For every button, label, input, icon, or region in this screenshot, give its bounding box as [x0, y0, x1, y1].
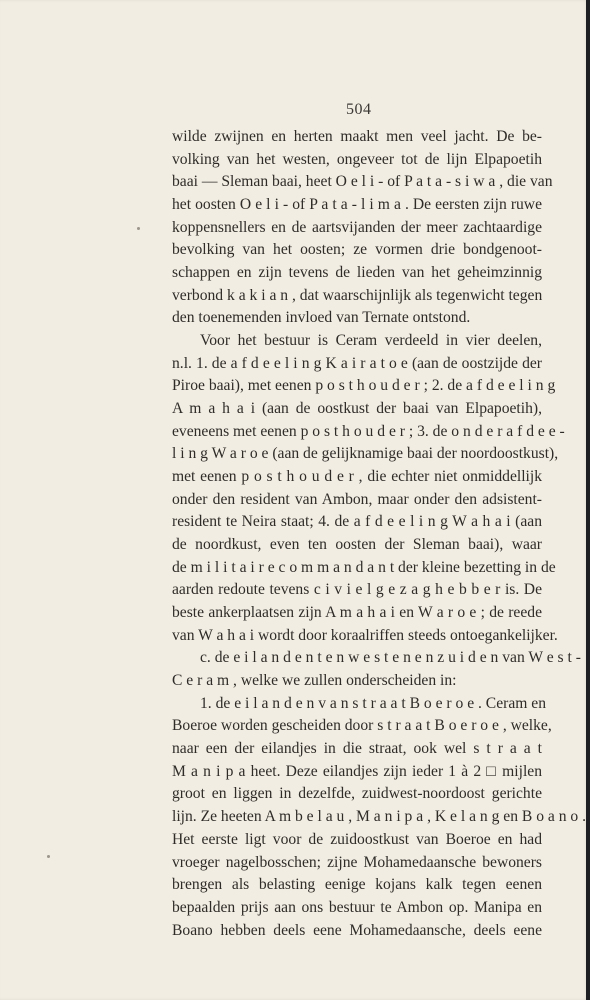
text-line: de m i l i t a i r e c o m m a n d a n t der kleine bezetting in de [172, 558, 556, 576]
text-line: beste ankerplaatsen zijn A m a h a i en W a r o e ; de reede [172, 604, 542, 622]
text-line: koppensnellers en de aartsvijanden der meer zachtaardige [172, 218, 542, 236]
text-line: wilde zwijnen en herten maakt men veel jacht. De be- [172, 128, 542, 145]
text-line: met eenen p o s t h o u d e r , die echter niet onmiddellijk [172, 468, 542, 486]
text-line: aarden redoute tevens c i v i e l g e z a g h e b b e r is. De [172, 581, 542, 599]
text-line: Het eerste ligt voor de zuidoostkust van Boeroe en had [172, 830, 542, 848]
text-line: Boano hebben deels eene Mohamedaansche, deels eene [172, 921, 542, 939]
page-number: 504 [346, 101, 372, 118]
text-line: baai — Sleman baai, heet O e l i - of P a t a - s i w a , die van [172, 173, 553, 191]
text-line: n.l. 1. de a f d e e l i n g K a i r a t o e (aan de oostzijde der [172, 354, 542, 372]
text-line: het oosten O e l i - of P a t a - l i m a . De eersten zijn ruwe [172, 196, 542, 214]
text-line: schappen en zijn tevens de lieden van het geheimzinnig [172, 264, 542, 282]
text-line: lijn. Ze heeten A m b e l a u , M a n i p a , K e l a n g en B o a n o . [172, 808, 587, 826]
text-line: bevolking van het oosten; ze vormen drie bondgenoot- [172, 241, 542, 259]
text-line: bepaalden prijs aan ons bestuur te Ambon op. Manipa en [172, 898, 542, 916]
body-text [172, 126, 587, 942]
text-line: resident te Neira staat; 4. de a f d e e l i n g W a h a i (aan [172, 513, 542, 531]
text-line: Piroe baai), met eenen p o s t h o u d e r ; 2. de a f d e e l i n g [172, 377, 556, 395]
text-line: Voor het bestuur is Ceram verdeeld in vier deelen, [200, 332, 542, 350]
text-line: van W a h a i wordt door koraalriffen steeds ontoegankelijker. [172, 626, 558, 644]
text-line: eveneens met eenen p o s t h o u d e r ; 3. de o n d e r a f d e e - [172, 422, 565, 440]
paper-speck [47, 855, 50, 858]
text-line: verbond k a k i a n , dat waarschijnlijk als tegenwicht tegen [172, 286, 543, 304]
text-line: C e r a m , welke we zullen onderscheiden in: [172, 672, 457, 690]
text-line: 1. de e i l a n d e n v a n s t r a a t B o e r o e . Ceram en [200, 694, 546, 712]
text-line: Boeroe worden gescheiden door s t r a a t B o e r o e , welke, [172, 717, 552, 735]
text-line: c. de e i l a n d e n t e n w e s t e n e n z u i d e n van W e s t - [200, 649, 581, 667]
text-line: volking van het westen, ongeveer tot de lijn Elpapoetih [172, 150, 542, 168]
page-edge [586, 0, 590, 1000]
text-line: den toenemenden invloed van Ternate ontstond. [172, 309, 471, 327]
text-line: M a n i p a heet. Deze eilandjes zijn ieder 1 à 2 □ mijlen [172, 762, 542, 780]
text-line: naar een der eilandjes in die straat, ook wel s t r a a t [172, 740, 542, 758]
text-line: onder den resident van Ambon, maar onder den adsistent- [172, 490, 542, 508]
paper-speck [137, 227, 140, 230]
text-line: de noordkust, even ten oosten der Sleman baai), waar [172, 536, 542, 554]
text-line: groot en liggen in dezelfde, zuidwest-noordoost gerichte [172, 785, 542, 803]
text-line: vroeger nagelbosschen; zijne Mohamedaansche bewoners [172, 853, 542, 871]
text-line: brengen als belasting eenige kojans kalk tegen eenen [172, 876, 542, 894]
text-line: A m a h a i (aan de oostkust der baai van Elpapoetih), [172, 400, 542, 418]
text-line: l i n g W a r o e (aan de gelijknamige baai der noordoostkust), [172, 445, 559, 463]
